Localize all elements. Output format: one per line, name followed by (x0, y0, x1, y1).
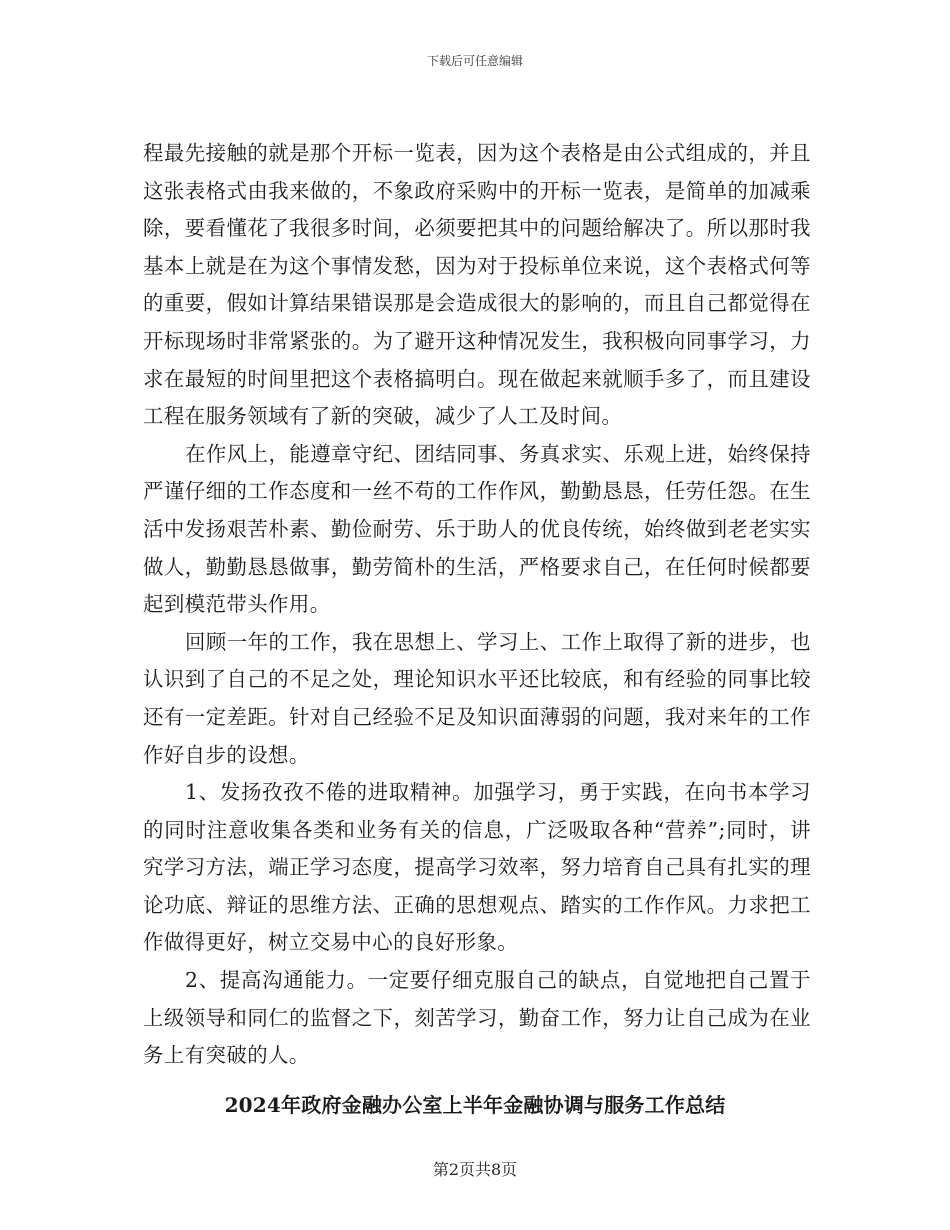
paragraph-plan-item-1: 1、发扬孜孜不倦的进取精神。加强学习，勇于实践，在向书本学习的同时注意收集各类和业务有关的信息，广泛吸取各种“营养”;同时，讲究学习方法，端正学习态度，提高学习效率，努力培育自己具有扎实的理论功底、辩证的思维方法、正确的思想观点、踏实的工作作风。力求把工作做得更好，树立交易中心的良好形象。 (143, 780, 811, 955)
section-title: 2024年政府金融办公室上半年金融协调与服务工作总结 (224, 1093, 726, 1117)
page-number: 第2页共8页 (432, 1160, 518, 1179)
paragraph-work-style: 在作风上，能遵章守纪、团结同事、务真求实、乐观上进，始终保持严谨仔细的工作态度和一丝不苟的工作作风，勤勤恳恳，任劳任怨。在生活中发扬艰苦朴素、勤俭耐劳、乐于助人的优良传统，始终做到老老实实做人，勤勤恳恳做事，勤劳简朴的生活，严格要求自己，在任何时候都要起到模范带头作用。 (143, 441, 811, 617)
paragraph-year-review: 回顾一年的工作，我在思想上、学习上、工作上取得了新的进步，也认识到了自己的不足之处，理论知识水平还比较底，和有经验的同事比较还有一定差距。针对自己经验不足及知识面薄弱的问题，我对来年的工作作好自步的设想。 (143, 629, 811, 767)
body-text (143, 135, 811, 1075)
paragraph-plan-item-2: 2、提高沟通能力。一定要仔细克服自己的缺点，自觉地把自己置于上级领导和同仁的监督之下，刻苦学习，勤奋工作，努力让自己成为在业务上有突破的人。 (143, 968, 811, 1068)
paragraph-continuation: 程最先接触的就是那个开标一览表，因为这个表格是由公式组成的，并且这张表格式由我来做的，不象政府采购中的开标一览表，是简单的加减乘除，要看懂花了我很多时间，必须要把其中的问题给解决了。所以那时我基本上就是在为这个事情发愁，因为对于投标单位来说，这个表格式何等的重要，假如计算结果错误那是会造成很大的影响的，而且自己都觉得在开标现场时非常紧张的。为了避开这种情况发生，我积极向同事学习，力求在最短的时间里把这个表格搞明白。现在做起来就顺手多了，而且建设工程在服务领域有了新的突破，减少了人工及时间。 (143, 141, 811, 429)
header-note: 下载后可任意编辑 (426, 54, 523, 68)
